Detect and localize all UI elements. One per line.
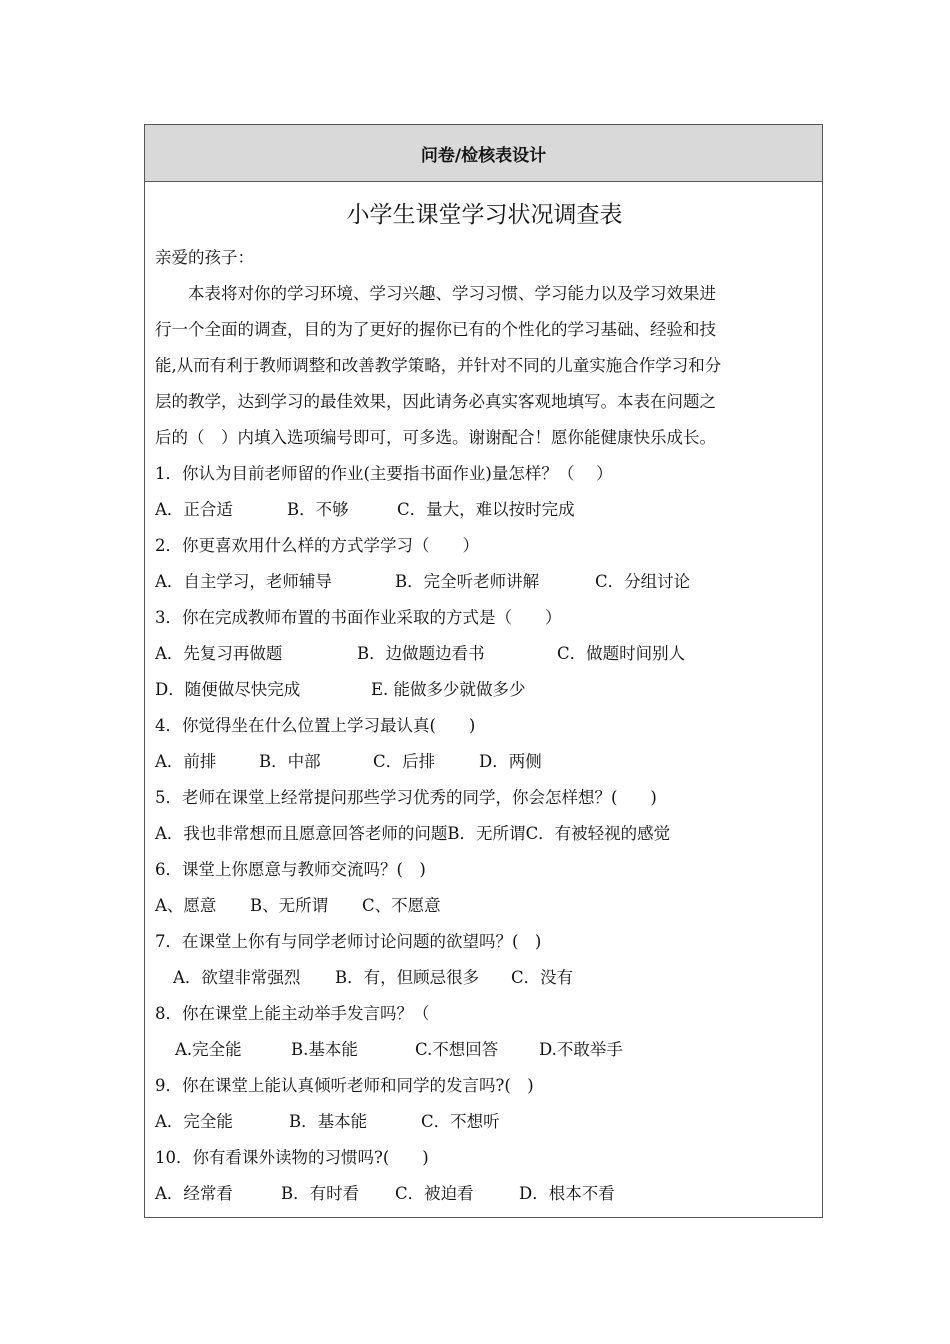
option[interactable]: A．完全能 bbox=[155, 1112, 233, 1131]
option[interactable]: A．经常看 bbox=[155, 1184, 233, 1203]
question-8-options bbox=[155, 1032, 814, 1068]
option[interactable]: A．我也非常想而且愿意回答老师的问题 bbox=[155, 824, 448, 843]
option[interactable]: C．有被轻视的感觉 bbox=[525, 824, 671, 843]
survey-form bbox=[144, 124, 823, 1218]
option[interactable]: C．做题时间别人 bbox=[557, 644, 686, 663]
option[interactable]: B．中部 bbox=[259, 752, 321, 771]
option[interactable]: A．前排 bbox=[155, 752, 217, 771]
question-10: 10．你有看课外读物的习惯吗?( ) bbox=[155, 1148, 429, 1167]
option[interactable]: C．没有 bbox=[511, 968, 574, 987]
greeting: 亲爱的孩子： bbox=[155, 248, 254, 267]
intro-line: 后的（ ）内填入选项编号即可，可多选。谢谢配合！愿你能健康快乐成长。 bbox=[155, 428, 716, 447]
option[interactable]: D．根本不看 bbox=[519, 1184, 615, 1203]
question-10-options bbox=[155, 1176, 814, 1212]
intro-line: 行一个全面的调查，目的为了更好的握你已有的个性化的学习基础、经验和技 bbox=[155, 320, 716, 339]
question-2-options bbox=[155, 564, 814, 600]
intro-line: 层的教学，达到学习的最佳效果，因此请务必真实客观地填写。本表在问题之 bbox=[155, 392, 716, 411]
option[interactable]: C．后排 bbox=[373, 752, 436, 771]
option[interactable]: C．量大，难以按时完成 bbox=[397, 500, 575, 519]
form-header-label: 问卷/检核表设计 bbox=[420, 145, 547, 166]
option[interactable]: B．有时看 bbox=[281, 1184, 360, 1203]
question-7-options bbox=[155, 960, 814, 996]
option[interactable]: A．正合适 bbox=[155, 500, 233, 519]
question-6: 6．课堂上你愿意与教师交流吗？( ) bbox=[155, 860, 426, 879]
option[interactable]: B．基本能 bbox=[289, 1112, 368, 1131]
option[interactable]: B、无所谓 bbox=[250, 896, 329, 915]
option[interactable]: C．不想听 bbox=[421, 1112, 500, 1131]
document-title: 小学生课堂学习状况调查表 bbox=[346, 202, 623, 228]
question-9-options bbox=[155, 1104, 814, 1140]
question-9: 9．你在课堂上能认真倾听老师和同学的发言吗?( ) bbox=[155, 1076, 534, 1095]
question-3-options bbox=[155, 636, 814, 672]
option[interactable]: B．有，但顾忌很多 bbox=[335, 968, 480, 987]
form-body bbox=[145, 194, 822, 1212]
question-1-options bbox=[155, 492, 814, 528]
option[interactable]: E. 能做多少就做多少 bbox=[371, 680, 526, 699]
question-1: 1．你认为目前老师留的作业(主要指书面作业)量怎样？（ ） bbox=[155, 464, 613, 483]
option[interactable]: D.不敢举手 bbox=[539, 1040, 623, 1059]
question-7: 7．在课堂上你有与同学老师讨论问题的欲望吗？( ) bbox=[155, 932, 542, 951]
question-6-options bbox=[155, 888, 814, 924]
option[interactable]: D．两侧 bbox=[479, 752, 542, 771]
option[interactable]: A、愿意 bbox=[155, 896, 217, 915]
option[interactable]: B．边做题边看书 bbox=[357, 644, 485, 663]
option[interactable]: A.完全能 bbox=[175, 1040, 242, 1059]
question-8: 8．你在课堂上能主动举手发言吗？（ bbox=[155, 1004, 430, 1023]
question-5: 5．老师在课堂上经常提问那些学习优秀的同学，你会怎样想？( ) bbox=[155, 788, 657, 807]
question-5-options bbox=[155, 816, 814, 852]
option[interactable]: C、不愿意 bbox=[362, 896, 441, 915]
form-header bbox=[145, 125, 822, 182]
question-4-options bbox=[155, 744, 814, 780]
option[interactable]: C.不想回答 bbox=[415, 1040, 499, 1059]
question-3: 3．你在完成教师布置的书面作业采取的方式是（ ） bbox=[155, 608, 562, 627]
question-3-options bbox=[155, 672, 814, 708]
question-4: 4．你觉得坐在什么位置上学习最认真( ) bbox=[155, 716, 476, 735]
intro-line: 本表将对你的学习环境、学习兴趣、学习习惯、学习能力以及学习效果进 bbox=[188, 284, 716, 303]
option[interactable]: A．先复习再做题 bbox=[155, 644, 283, 663]
option[interactable]: B．不够 bbox=[287, 500, 349, 519]
option[interactable]: C．被迫看 bbox=[395, 1184, 474, 1203]
option[interactable]: A．自主学习，老师辅导 bbox=[155, 572, 332, 591]
option[interactable]: A．欲望非常强烈 bbox=[173, 968, 301, 987]
option[interactable]: D．随便做尽快完成 bbox=[155, 680, 301, 699]
option[interactable]: B.基本能 bbox=[291, 1040, 358, 1059]
option[interactable]: B．完全听老师讲解 bbox=[395, 572, 540, 591]
intro-line: 能,从而有利于教师调整和改善教学策略，并针对不同的儿童实施合作学习和分 bbox=[155, 356, 722, 375]
option[interactable]: C．分组讨论 bbox=[595, 572, 691, 591]
question-2: 2．你更喜欢用什么样的方式学学习（ ） bbox=[155, 536, 479, 555]
option[interactable]: B．无所谓 bbox=[447, 824, 526, 843]
